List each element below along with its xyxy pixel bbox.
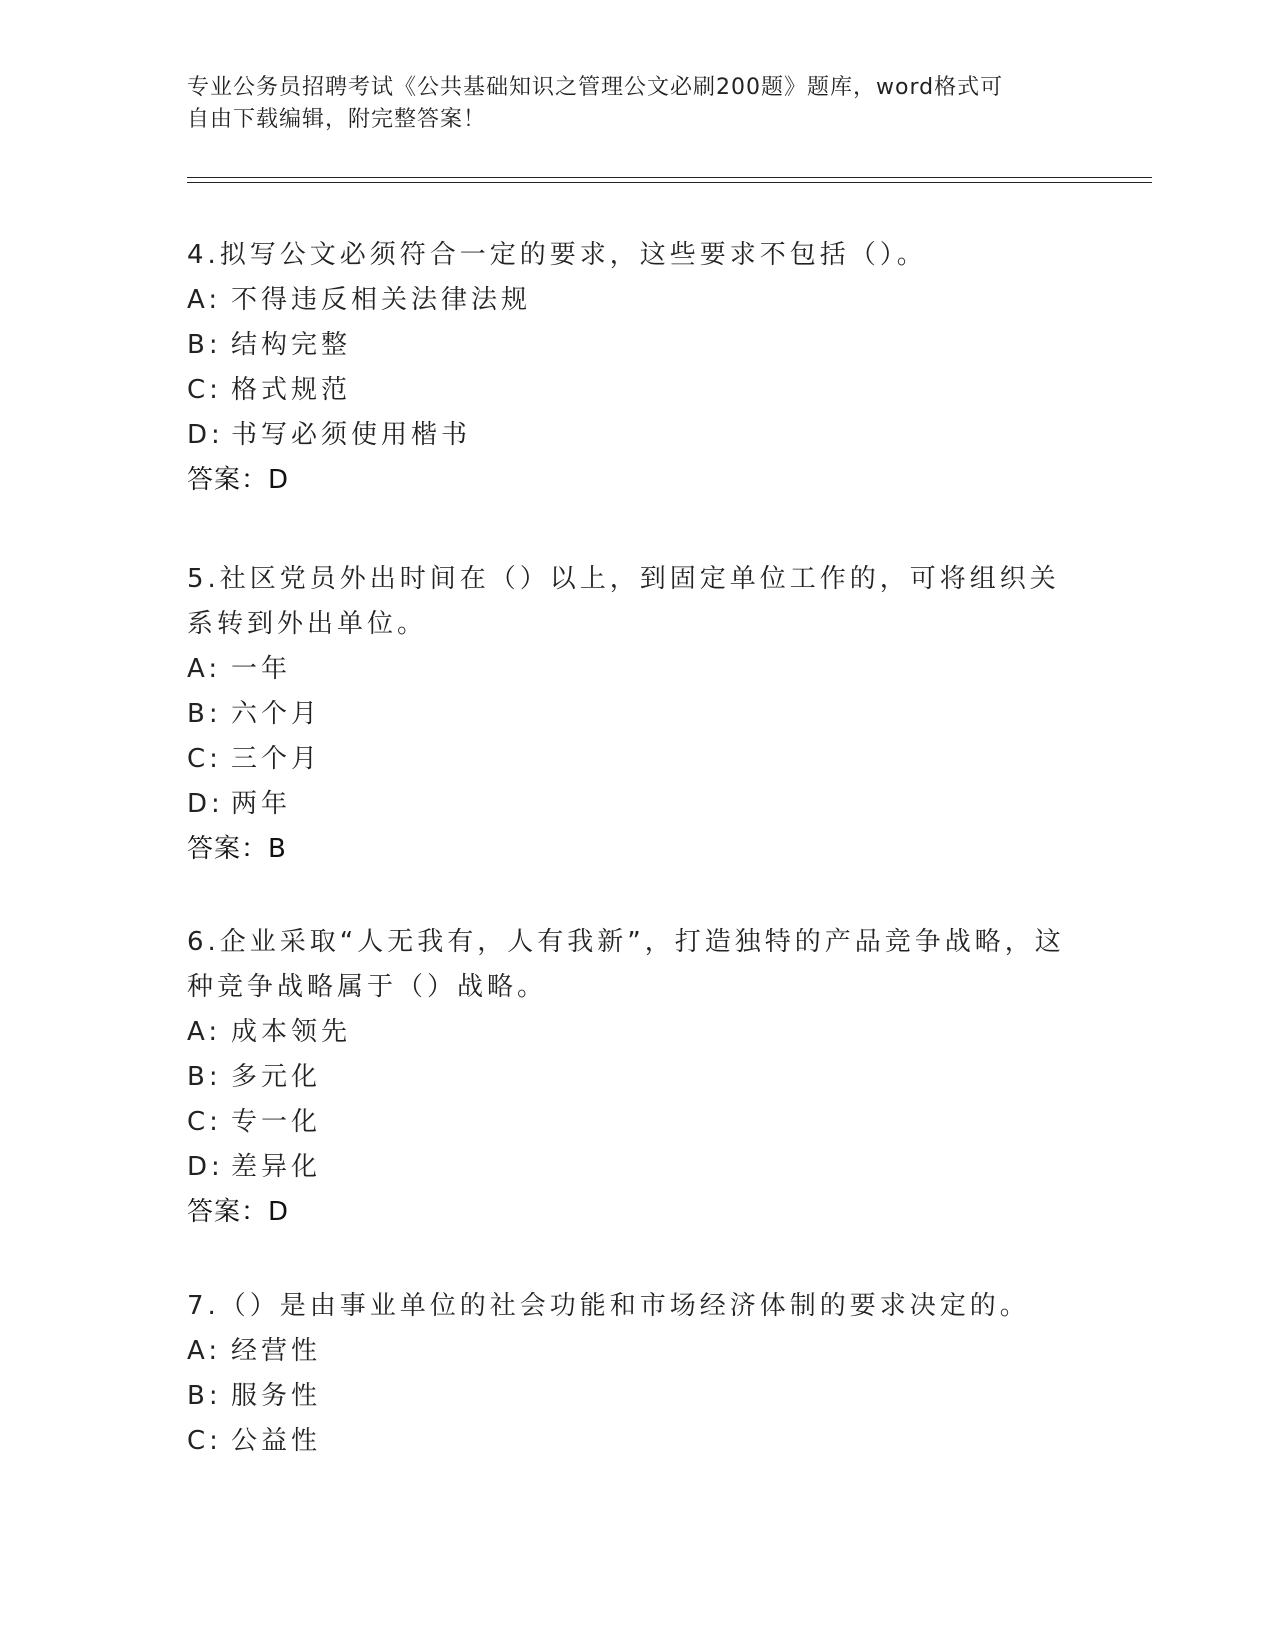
option-a [187, 278, 1067, 323]
option-key: B: [187, 1381, 222, 1411]
option-c [187, 1419, 1067, 1464]
option-a [187, 1010, 1067, 1055]
option-text: 两年 [231, 789, 292, 819]
header-divider-top [187, 177, 1152, 178]
option-key: D: [187, 789, 224, 819]
option-text: 多元化 [231, 1062, 322, 1092]
option-text: 一年 [231, 654, 292, 684]
option-key: C: [187, 1107, 222, 1137]
option-key: C: [187, 375, 222, 405]
answer-line: 答案：D [187, 1197, 290, 1227]
option-b [187, 692, 1067, 737]
option-key: A: [187, 1336, 222, 1366]
option-text: 成本领先 [231, 1017, 352, 1047]
option-key: D: [187, 420, 224, 450]
question-stem: 4.拟写公文必须符合一定的要求，这些要求不包括（）。 [187, 240, 927, 270]
option-text: 差异化 [231, 1152, 322, 1182]
option-key: B: [187, 1062, 222, 1092]
option-b [187, 1055, 1067, 1100]
option-text: 书写必须使用楷书 [231, 420, 472, 450]
question-stem: 7.（）是由事业单位的社会功能和市场经济体制的要求决定的。 [187, 1291, 1030, 1321]
question-4 [187, 233, 1067, 503]
option-text: 不得违反相关法律法规 [231, 285, 532, 315]
option-key: B: [187, 330, 222, 360]
option-text: 服务性 [231, 1381, 322, 1411]
question-5 [187, 557, 1067, 872]
question-6 [187, 920, 1067, 1235]
option-text: 专一化 [231, 1107, 322, 1137]
header-line-2: 自由下载编辑，附完整答案！ [187, 107, 487, 132]
option-text: 结构完整 [231, 330, 352, 360]
option-key: A: [187, 654, 222, 684]
option-b [187, 1374, 1067, 1419]
option-text: 公益性 [231, 1426, 322, 1456]
answer-line: 答案：B [187, 834, 287, 864]
question-stem: 5.社区党员外出时间在（）以上，到固定单位工作的，可将组织关系转到外出单位。 [187, 564, 1060, 639]
option-d [187, 1145, 1067, 1190]
question-7 [187, 1284, 1067, 1464]
option-a [187, 1329, 1067, 1374]
answer-line: 答案：D [187, 465, 290, 495]
option-c [187, 737, 1067, 782]
option-key: C: [187, 744, 222, 774]
option-c [187, 368, 1067, 413]
option-key: B: [187, 699, 222, 729]
option-text: 三个月 [231, 744, 322, 774]
header-line-1: 专业公务员招聘考试《公共基础知识之管理公文必刷200题》题库，word格式可 [187, 75, 1004, 100]
option-c [187, 1100, 1067, 1145]
option-text: 六个月 [231, 699, 322, 729]
option-d [187, 413, 1067, 458]
option-key: C: [187, 1426, 222, 1456]
question-stem: 6.企业采取“人无我有，人有我新”，打造独特的产品竞争战略，这种竞争战略属于（）战略。 [187, 927, 1065, 1002]
option-b [187, 323, 1067, 368]
option-text: 格式规范 [231, 375, 352, 405]
option-key: D: [187, 1152, 224, 1182]
header-divider-bottom [187, 182, 1152, 183]
document-header [187, 72, 1067, 136]
option-d [187, 782, 1067, 827]
option-key: A: [187, 285, 222, 315]
option-key: A: [187, 1017, 222, 1047]
option-a [187, 647, 1067, 692]
option-text: 经营性 [231, 1336, 322, 1366]
